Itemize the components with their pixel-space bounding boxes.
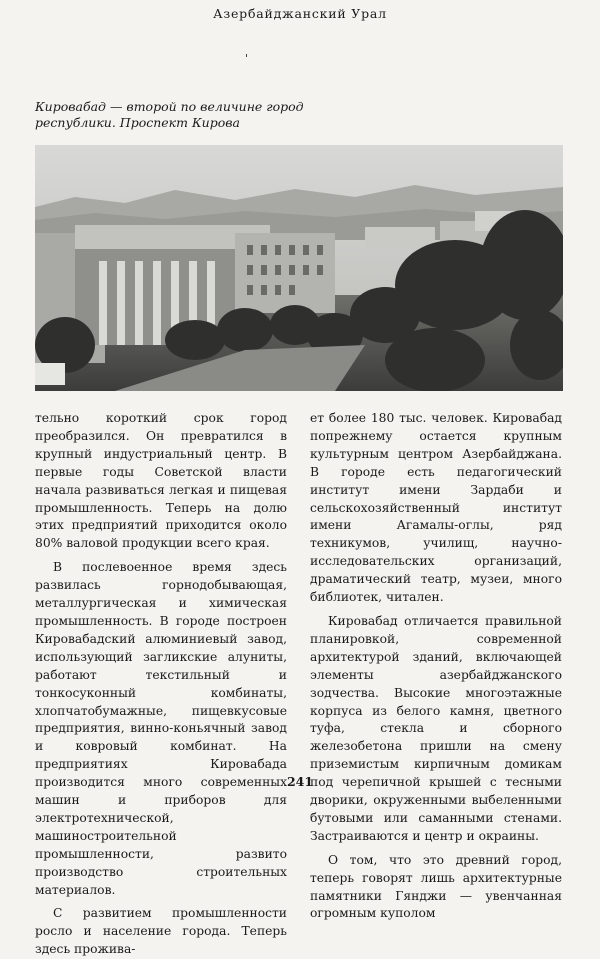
paragraph: В послевоенное время здесь развилась горнодобывающая, металлургическая и химическая промышленность. В городе построен Кировабадский алюминиевый завод, использующий загликские алуниты, работают текстильный и тонкосуконный комбинаты, хлопчатобумажные, пищевкусовые предприятия, винно-коньячный завод и ковровый комбинат. На предприятиях Кировабада производится много современных машин и приборов для электротехнической, машиностроительной промышленности, развито производство строительных материалов. [35, 560, 287, 897]
paragraph: ет более 180 тыс. человек. Кировабад попрежнему остается крупным культурным центром Азербайджана. В городе есть педагогический институт имени Зардаби и сельскохозяйственный институт имени Агамалы-оглы, ряд техникумов, училищ, научно-исследовательских организаций, драматический театр, музеи, много библиотек, читален. [310, 411, 562, 605]
paragraph: С развитием промышленности росло и население города. Теперь здесь прожива- [35, 906, 287, 957]
paragraph: Кировабад отличается правильной планировкой, современной архитектурой зданий, включающей элементы азербайджанского зодчества. Высокие многоэтажные корпуса из белого камня, цветного туфа, стекла и сборного железобетона пришли на смену приземистым кирпичным домикам под черепичной крышей с тесными дворики, окруженными выбеленными бутовыми или саманными стенами. Застраиваются и центр и окраины. [310, 613, 562, 843]
city-photo [35, 145, 563, 391]
text-column-left [35, 410, 287, 959]
paragraph: О том, что это древний город, теперь говорят лишь архитектурные памятники Гянджи — увенчанная огромным куполом [310, 852, 562, 921]
text-column-right [310, 410, 562, 923]
stray-mark: ' [245, 52, 249, 65]
photo-caption: Кировабад — второй по величине город республики. Проспект Кирова [35, 99, 304, 130]
page-number: 241 [286, 774, 314, 789]
paragraph: тельно короткий срок город преобразился. Он превратился в крупный индустриальный центр. В первые годы Советской власти начала развиваться легкая и пищевая промышленность. Теперь на долю этих предприятий приходится около 80% валовой продукции всего края. [35, 411, 287, 551]
running-head: Азербайджанский Урал [213, 6, 387, 21]
city-photo-illustration [35, 145, 563, 391]
